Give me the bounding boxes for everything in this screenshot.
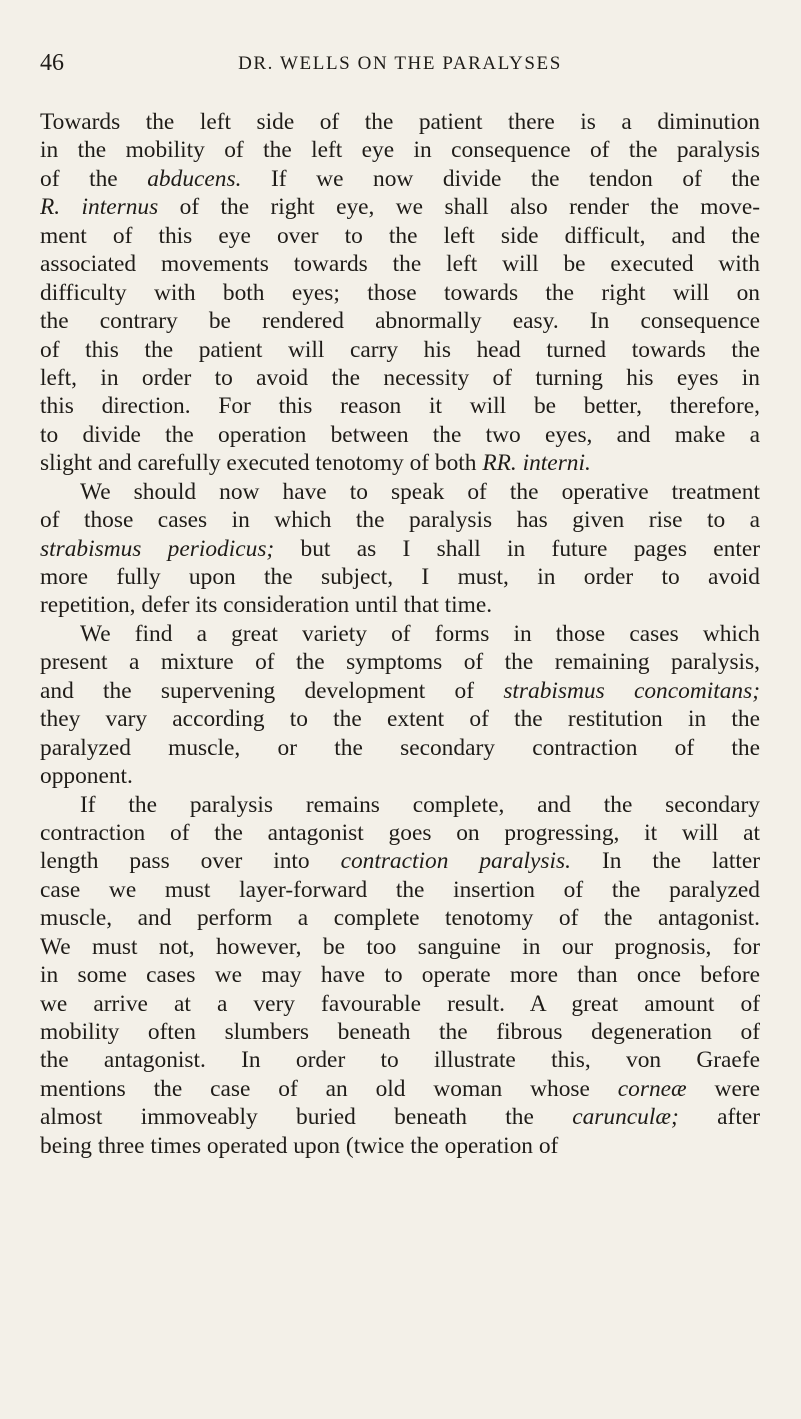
text-line xyxy=(40,279,760,307)
text-line xyxy=(40,449,760,477)
text-run: to divide the operation between the two eyes, and make a xyxy=(40,421,760,448)
text-run: mobility often slumbers beneath the fibrous degeneration of xyxy=(40,1019,760,1045)
text-run: of the xyxy=(40,165,148,192)
text-line xyxy=(40,819,760,847)
text-line xyxy=(40,1132,760,1160)
text-line xyxy=(40,392,760,420)
text-run: mentions the case of an old woman whose xyxy=(40,1075,618,1102)
text-line xyxy=(40,222,760,250)
text-line xyxy=(40,1018,760,1046)
text-line xyxy=(40,478,760,506)
text-run: this direction. For this reason it will be better, therefore, xyxy=(40,393,760,420)
text-run: paralyzed muscle, or the secondary contraction of the xyxy=(40,734,760,761)
text-line xyxy=(40,165,760,193)
body-text xyxy=(40,108,760,1160)
text-line xyxy=(40,336,760,364)
page-header xyxy=(40,48,760,78)
text-run: being three times operated upon (twice the operation of xyxy=(40,1132,559,1159)
italic-term: R. internus xyxy=(40,194,159,221)
text-line xyxy=(40,193,760,221)
text-run: case we must layer-forward the insertion of the paralyzed xyxy=(40,876,760,903)
text-line xyxy=(40,250,760,278)
text-run: contraction of the antagonist goes on progressing, it will at xyxy=(40,819,760,846)
text-run: of this the patient will carry his head turned towards the xyxy=(40,336,760,363)
text-line xyxy=(40,108,760,136)
italic-term: carunculæ; xyxy=(572,1104,679,1131)
text-line xyxy=(40,1075,760,1103)
text-run: repetition, defer its consideration until that time. xyxy=(40,592,493,619)
text-run: but as I shall in future pages enter xyxy=(274,535,760,562)
text-run: In the latter xyxy=(571,848,760,875)
text-run: after xyxy=(678,1104,760,1131)
text-line xyxy=(40,1046,760,1074)
text-line xyxy=(40,421,760,449)
text-line xyxy=(40,847,760,875)
text-line xyxy=(40,734,760,762)
text-line xyxy=(40,136,760,164)
text-run: We must not, however, be too sanguine in our prognosis, for xyxy=(40,933,760,960)
italic-term: RR. interni. xyxy=(482,450,591,477)
text-run: difficulty with both eyes; those towards the right will on xyxy=(40,279,760,306)
text-line xyxy=(40,904,760,932)
text-line xyxy=(40,1103,760,1131)
text-run: more fully upon the subject, I must, in order to avoid xyxy=(40,564,760,590)
text-line xyxy=(40,648,760,676)
text-run: length pass over into xyxy=(40,848,341,875)
text-run: the antagonist. In order to illustrate this, von Graefe xyxy=(40,1047,760,1074)
text-line xyxy=(40,705,760,733)
text-line xyxy=(40,990,760,1018)
text-run: of the right eye, we shall also render the move- xyxy=(158,194,760,221)
text-run: ment of this eye over to the left side difficult, and the xyxy=(40,222,760,249)
italic-term: corneæ xyxy=(617,1075,687,1102)
text-run: in some cases we may have to operate more than once before xyxy=(40,962,760,989)
italic-term: contraction paralysis. xyxy=(340,848,571,875)
text-line xyxy=(40,762,760,790)
text-run: in the mobility of the left eye in consequence of the paralysis xyxy=(40,137,760,164)
text-line xyxy=(40,677,760,705)
text-run: If the paralysis remains complete, and the secondary xyxy=(80,791,760,818)
text-run: almost immoveably buried beneath the xyxy=(40,1104,573,1131)
text-run: were xyxy=(686,1075,760,1102)
text-line xyxy=(40,364,760,392)
text-line xyxy=(40,933,760,961)
text-run: We should now have to speak of the operative treatment xyxy=(80,478,760,505)
italic-term: abducens. xyxy=(147,165,242,192)
text-run: they vary according to the extent of the restitution in the xyxy=(40,706,760,733)
page-number: 46 xyxy=(40,50,64,76)
text-line xyxy=(40,876,760,904)
text-line xyxy=(40,506,760,534)
italic-term: strabismus concomitans; xyxy=(503,677,760,704)
text-line xyxy=(40,535,760,563)
text-run: Towards the left side of the patient there is a diminution xyxy=(40,109,760,135)
text-line xyxy=(40,591,760,619)
text-run: the contrary be rendered abnormally easy. In consequence xyxy=(40,308,760,335)
text-run: and the supervening development of xyxy=(40,677,504,704)
text-line xyxy=(40,307,760,335)
text-run: We find a great variety of forms in those cases which xyxy=(80,620,760,647)
text-run: associated movements towards the left will be executed with xyxy=(40,251,760,278)
text-run: we arrive at a very favourable result. A great amount of xyxy=(40,990,760,1017)
text-line xyxy=(40,620,760,648)
italic-term: strabismus periodicus; xyxy=(40,535,275,562)
text-run: If we now divide the tendon of the xyxy=(241,165,760,192)
text-run: present a mixture of the symptoms of the remaining paralysis, xyxy=(40,649,760,676)
text-line xyxy=(40,563,760,591)
text-run: muscle, and perform a complete tenotomy of the antagonist. xyxy=(40,905,760,932)
text-run: opponent. xyxy=(40,763,133,790)
text-line xyxy=(40,961,760,989)
text-run: left, in order to avoid the necessity of turning his eyes in xyxy=(40,364,760,391)
text-line xyxy=(40,791,760,819)
text-run: slight and carefully executed tenotomy of both xyxy=(40,450,483,477)
running-head: DR. WELLS ON THE PARALYSES xyxy=(238,53,562,74)
text-run: of those cases in which the paralysis has given rise to a xyxy=(40,507,760,534)
